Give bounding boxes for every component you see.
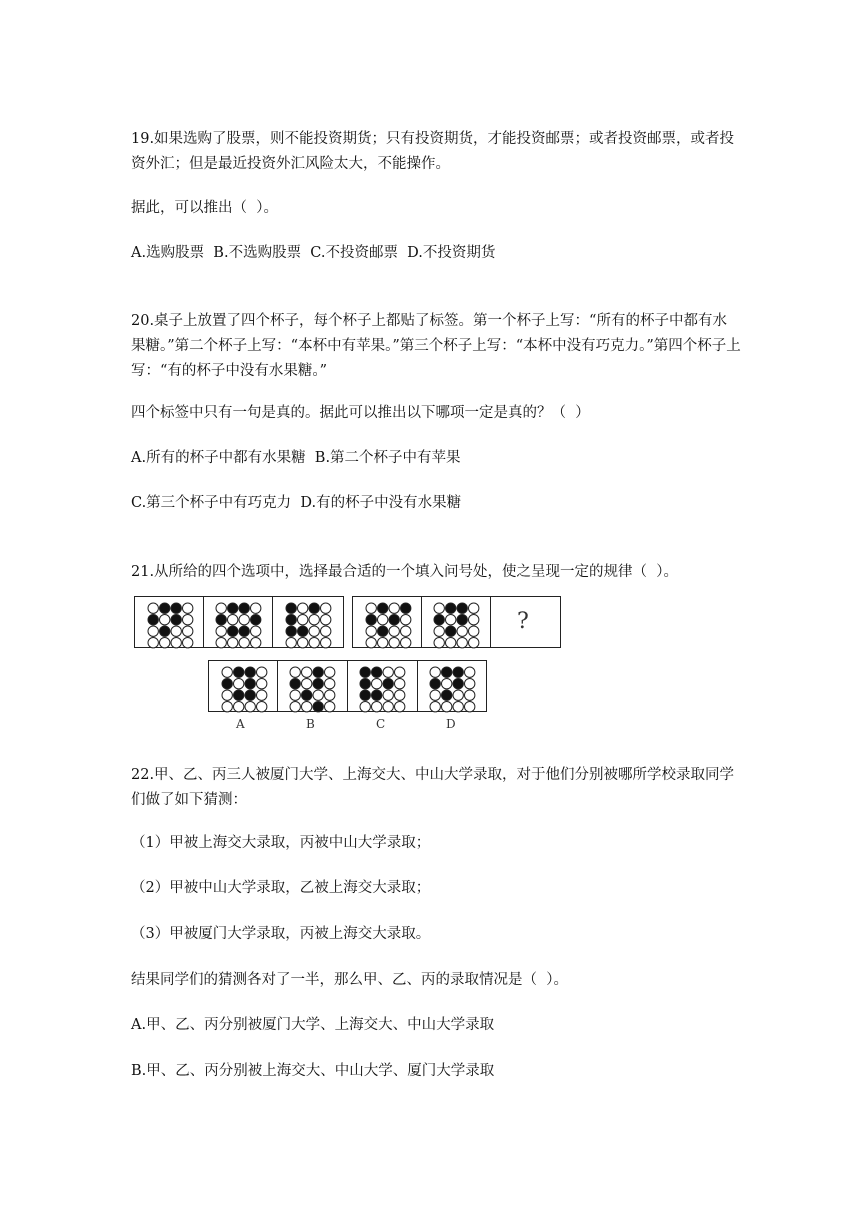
top-pattern-1-dot [160,603,170,613]
top-pattern-2-dot [216,626,226,636]
top-pattern-1-dot [148,615,158,625]
top-pattern-4-dot [389,615,399,625]
top-pattern-5-dot [457,638,467,648]
option-pattern-a-dot [222,667,232,677]
option-pattern-b-dot [313,679,323,689]
option-pattern-c-dot [383,679,393,689]
q19-stem: 19.如果选购了股票，则不能投资期货；只有投资期货，才能投资邮票；或者投资邮票，或者投资外汇；但是最近投资外汇风险太大，不能操作。 [131,131,735,172]
option-pattern-b-dot [302,702,312,712]
top-pattern-5-dot [457,626,467,636]
top-pattern-5-dot [434,615,444,625]
option-pattern-b-dot [302,679,312,689]
option-pattern-a-dot [234,667,244,677]
top-pattern-5-dot [469,603,479,613]
top-pattern-5-dot [434,638,444,648]
top-pattern-3-dot [298,638,308,648]
option-pattern-a-dot [257,702,267,712]
option-pattern-d-dot [465,679,475,689]
option-pattern-b-dot [313,702,323,712]
top-pattern-1-dot [160,638,170,648]
option-pattern-d-dot [430,702,440,712]
top-pattern-3-dot [309,603,319,613]
top-pattern-3-dot [286,615,296,625]
option-pattern-c-dot [360,679,370,689]
top-pattern-3-dot [321,638,331,648]
top-pattern-3-dot [286,638,296,648]
option-pattern-a-dot [222,679,232,689]
top-pattern-1-dot [171,615,181,625]
option-pattern-c-dot [383,702,393,712]
top-pattern-3-dot [298,603,308,613]
q19-prompt: 据此，可以推出（ ）。 [131,200,278,216]
top-pattern-5-dot [434,603,444,613]
top-pattern-4-dot [378,603,388,613]
option-pattern-a-dot [222,702,232,712]
option-pattern-a-dot [257,690,267,700]
option-pattern-b-dot [325,667,335,677]
option-pattern-b-dot [325,679,335,689]
option-pattern-c-dot [395,667,405,677]
q20-options-line2: C.第三个杯子中有巧克力 D.有的杯子中没有水果糖 [131,495,462,511]
q20-prompt: 四个标签中只有一句是真的。据此可以推出以下哪项一定是真的？（ ） [131,405,590,421]
top-pattern-4-dot [401,638,411,648]
option-pattern-a-dot [234,690,244,700]
option-pattern-a-dot [234,679,244,689]
option-pattern-c-dot [395,679,405,689]
top-pattern-4-dot [389,603,399,613]
top-pattern-2-dot [239,638,249,648]
top-pattern-1-dot [183,626,193,636]
q22-option-a: A.甲、乙、丙分别被厦门大学、上海交大、中山大学录取 [131,1017,495,1033]
top-pattern-3-dot [321,615,331,625]
top-pattern-1-dot [183,603,193,613]
top-pattern-5-dot [446,626,456,636]
option-pattern-b-dot [325,690,335,700]
top-pattern-2-dot [216,638,226,648]
option-pattern-d-dot [442,690,452,700]
option-pattern-a-dot [257,679,267,689]
top-pattern-2-dot [228,603,238,613]
option-pattern-d-dot [453,690,463,700]
top-pattern-4-dot [378,615,388,625]
top-pattern-5-dot [457,615,467,625]
option-pattern-d-dot [442,667,452,677]
top-pattern-4-dot [401,626,411,636]
q22-guess-1: （1）甲被上海交大录取，丙被中山大学录取； [131,835,431,851]
top-pattern-3-dot [286,603,296,613]
option-pattern-c-dot [372,667,382,677]
q22-guess-2: （2）甲被中山大学录取，乙被上海交大录取； [131,880,431,896]
q22-guess-3: （3）甲被厦门大学录取，丙被上海交大录取。 [131,926,431,942]
option-label-a: A [236,717,245,731]
top-pattern-1-dot [160,626,170,636]
option-pattern-d-dot [430,690,440,700]
option-pattern-c-dot [372,702,382,712]
top-pattern-4-dot [378,626,388,636]
option-pattern-d-dot [442,702,452,712]
top-pattern-3-dot [309,615,319,625]
top-pattern-5-dot [469,638,479,648]
top-pattern-2-dot [251,626,261,636]
top-pattern-3-dot [298,626,308,636]
option-pattern-d-dot [465,690,475,700]
option-pattern-b-dot [325,702,335,712]
top-pattern-3-dot [321,603,331,613]
top-pattern-4-dot [389,626,399,636]
question-mark: ? [517,609,529,634]
option-pattern-c-dot [360,690,370,700]
q22-prompt: 结果同学们的猜测各对了一半，那么甲、乙、丙的录取情况是（ ）。 [131,972,568,988]
top-pattern-3-dot [321,626,331,636]
option-pattern-d-dot [465,702,475,712]
top-pattern-1-dot [183,638,193,648]
q21-stem: 21.从所给的四个选项中，选择最合适的一个填入问号处，使之呈现一定的规律（ ）。 [131,564,679,580]
option-label-d: D [446,717,456,731]
top-pattern-3-dot [309,626,319,636]
top-pattern-5-dot [434,626,444,636]
top-pattern-4-dot [366,603,376,613]
option-pattern-d-dot [442,679,452,689]
top-pattern-2-dot [216,603,226,613]
top-pattern-5-dot [446,603,456,613]
option-label-b: B [306,717,315,731]
top-pattern-2-dot [216,615,226,625]
option-pattern-c-dot [383,667,393,677]
top-pattern-3-dot [309,638,319,648]
option-pattern-a-dot [257,667,267,677]
top-pattern-4-dot [366,638,376,648]
top-pattern-2-dot [251,638,261,648]
option-pattern-b-dot [290,679,300,689]
top-pattern-3-dot [298,615,308,625]
top-pattern-2-dot [239,615,249,625]
option-pattern-d-dot [430,667,440,677]
option-pattern-a-dot [245,690,255,700]
top-pattern-4-dot [401,603,411,613]
option-pattern-a-dot [245,702,255,712]
option-pattern-b-dot [290,702,300,712]
option-pattern-d-dot [465,667,475,677]
option-pattern-b-dot [313,690,323,700]
option-pattern-d-dot [430,679,440,689]
option-pattern-d-dot [453,667,463,677]
top-pattern-1-dot [160,615,170,625]
option-pattern-c-dot [372,690,382,700]
top-pattern-1-dot [148,626,158,636]
top-pattern-1-dot [183,615,193,625]
option-pattern-a-dot [245,679,255,689]
top-pattern-4-dot [389,638,399,648]
option-pattern-d-dot [453,702,463,712]
top-pattern-5-dot [446,615,456,625]
q20-stem: 20.桌子上放置了四个杯子，每个杯子上都贴了标签。第一个杯子上写：“所有的杯子中都有水果糖。”第二个杯子上写：“本杯中有苹果。”第三个杯子上写：“本杯中没有巧克力。”第四个杯子上写：“有的杯子中没有水果糖。” [131,313,741,379]
option-pattern-c-dot [360,667,370,677]
option-pattern-c-dot [372,679,382,689]
option-pattern-b-dot [302,667,312,677]
top-pattern-2-dot [228,615,238,625]
top-pattern-2-dot [228,638,238,648]
option-label-c: C [376,717,386,731]
top-pattern-5-dot [446,638,456,648]
top-pattern-4-dot [401,615,411,625]
top-pattern-1-dot [171,638,181,648]
option-pattern-b-dot [302,690,312,700]
option-pattern-c-dot [383,690,393,700]
option-pattern-d-dot [453,679,463,689]
top-pattern-5-dot [457,603,467,613]
option-pattern-a-dot [234,702,244,712]
q19-options: A.选购股票 B.不选购股票 C.不投资邮票 D.不投资期货 [131,245,496,261]
top-pattern-4-dot [366,626,376,636]
top-pattern-3-dot [286,626,296,636]
top-pattern-4-dot [378,638,388,648]
option-pattern-b-dot [290,690,300,700]
top-pattern-2-dot [251,615,261,625]
option-pattern-c-dot [360,702,370,712]
option-pattern-b-dot [313,667,323,677]
top-pattern-2-dot [239,603,249,613]
top-pattern-5-dot [469,626,479,636]
q22-stem: 22.甲、乙、丙三人被厦门大学、上海交大、中山大学录取，对于他们分别被哪所学校录取同学们做了如下猜测： [131,767,735,808]
top-pattern-1-dot [171,603,181,613]
option-pattern-c-dot [395,702,405,712]
top-pattern-1-dot [171,626,181,636]
q20-options-line1: A.所有的杯子中都有水果糖 B.第二个杯子中有苹果 [131,450,461,466]
option-pattern-b-dot [290,667,300,677]
option-pattern-a-dot [222,690,232,700]
option-pattern-c-dot [395,690,405,700]
option-pattern-a-dot [245,667,255,677]
top-pattern-2-dot [239,626,249,636]
top-pattern-2-dot [251,603,261,613]
top-pattern-1-dot [148,603,158,613]
top-pattern-1-dot [148,638,158,648]
top-pattern-2-dot [228,626,238,636]
top-pattern-5-dot [469,615,479,625]
top-pattern-4-dot [366,615,376,625]
q22-option-b: B.甲、乙、丙分别被上海交大、中山大学、厦门大学录取 [131,1063,495,1079]
